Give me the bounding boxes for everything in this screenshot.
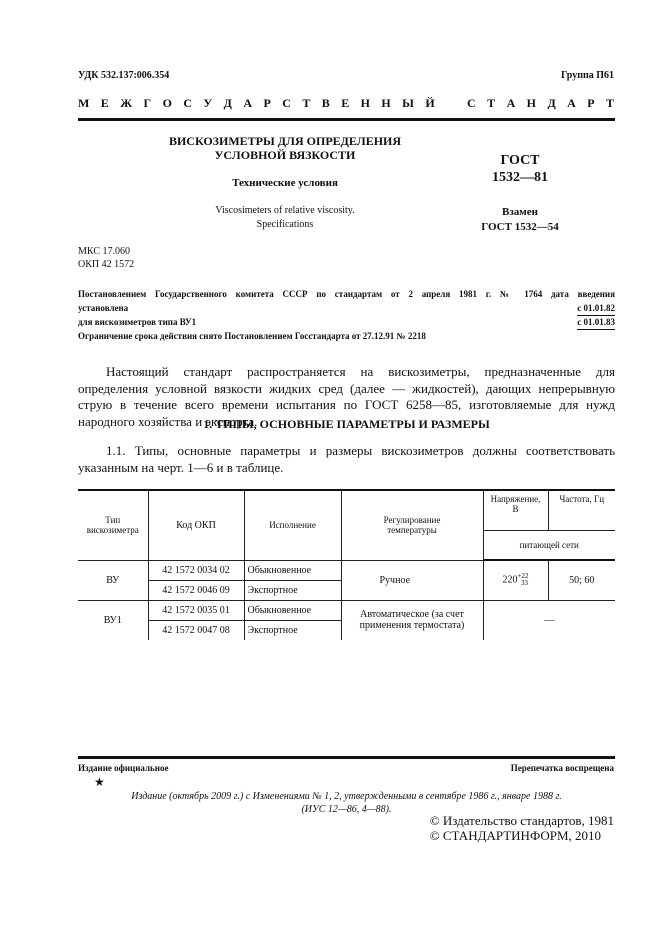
- header-temp: Регулирование температуры: [341, 490, 483, 560]
- cell-version: Обыкновенное: [244, 600, 341, 620]
- cell-okp: 42 1572 0047 08: [148, 620, 244, 640]
- gost-label: ГОСТ: [500, 153, 540, 168]
- cell-temp: Ручное: [341, 560, 483, 600]
- cell-voltage: [483, 560, 548, 600]
- footer-rule: [78, 756, 615, 759]
- copyright-line: © Издательство стандартов, 1981: [429, 813, 614, 828]
- replaces-label: Взамен: [502, 206, 538, 218]
- voltage-value: 220: [502, 574, 518, 586]
- classification-codes: [78, 245, 134, 271]
- udk-code: УДК 532.137:006.354: [78, 70, 170, 81]
- title-line: УСЛОВНОЙ ВЯЗКОСТИ: [214, 148, 356, 162]
- group-code: Группа П61: [561, 70, 614, 81]
- cell-okp: 42 1572 0046 09: [148, 580, 244, 600]
- star-icon: ★: [94, 775, 105, 789]
- intro-date: с 01.01.83: [577, 315, 615, 330]
- edition-line: Издание (октябрь 2009 г.) с Изменениями № 1, 2, утвержденными в сентябре 1986 г., январе 1988 г.: [131, 791, 562, 802]
- english-title-line: Specifications: [256, 219, 314, 230]
- cell-version: Обыкновенное: [244, 560, 341, 580]
- cell-okp: 42 1572 0034 02: [148, 560, 244, 580]
- gost-id: 1532—81: [492, 170, 548, 185]
- cell-okp: 42 1572 0035 01: [148, 600, 244, 620]
- copyright-block: [430, 813, 614, 843]
- cell-version: Экспортное: [244, 580, 341, 600]
- header-version: Исполнение: [244, 490, 341, 560]
- decree-line: Постановлением Государственного комитета СССР по стандартам от 2 апреля 1981 г. № 1764 дата введения: [78, 289, 615, 299]
- table-row: [78, 600, 615, 620]
- official-edition: Издание официальное: [78, 763, 169, 773]
- okp-code: ОКП 42 1572: [78, 259, 135, 270]
- header-voltage: Напряжение, В: [483, 490, 548, 531]
- cell-version: Экспортное: [244, 620, 341, 640]
- reprint-notice: Перепечатка воспрещена: [510, 763, 614, 773]
- edition-line: (ИУС 12—86, 4—88).: [301, 804, 392, 815]
- cell-type: ВУ: [78, 560, 148, 600]
- english-title: [165, 204, 405, 232]
- voltage-plus: +22: [517, 572, 529, 581]
- decree-line: установлена: [78, 303, 129, 313]
- mks-code: МКС 17.060: [78, 246, 130, 257]
- intro-date: с 01.01.82: [577, 301, 615, 316]
- replaces-block: [450, 205, 590, 235]
- voltage-minus: 33: [520, 579, 528, 588]
- banner-title: М Е Ж Г О С У Д А Р С Т В Е Н Н Ы Й С Т А Н Д А Р Т: [78, 96, 615, 110]
- subtitle: Технические условия: [232, 177, 338, 189]
- decree-line: Ограничение срока действия снято Постановлением Госстандарта от 27.12.91 № 2218: [78, 331, 426, 341]
- section-heading: 1. ТИПЫ, ОСНОВНЫЕ ПАРАМЕТРЫ И РАЗМЕРЫ: [203, 417, 490, 431]
- header-rule: [78, 118, 615, 121]
- header-freq: Частота, Гц: [548, 490, 615, 531]
- decree-block: [78, 287, 615, 343]
- cell-type: ВУ1: [78, 600, 148, 640]
- document-title: [165, 134, 405, 162]
- copyright-line: © СТАНДАРТИНФОРМ, 2010: [429, 828, 602, 843]
- header-type: Тип вискозиметра: [78, 490, 148, 560]
- english-title-line: Viscosimeters of relative viscosity.: [215, 205, 355, 216]
- types-table: [78, 489, 615, 640]
- gost-number: [460, 152, 580, 186]
- decree-line: для вискозиметров типа ВУ1: [78, 317, 197, 327]
- header-okp: Код ОКП: [148, 490, 244, 560]
- header-supply: питающей сети: [483, 531, 615, 561]
- clause-1-1: 1.1. Типы, основные параметры и размеры вискозиметров должны соответствовать указанным на черт. 1—6 и в таблице.: [78, 443, 615, 475]
- intro-paragraph: Настоящий стандарт распространяется на вискозиметры, предназначенные для определения условной вязкости жидких сред (далее — жидкостей), дающих непрерывную струю в течение всего времени испытания по ГОСТ 6258—85, изготовляемые для нужд народного хозяйства и экспорта.: [78, 364, 615, 429]
- cell-temp: Автоматическое (за счет применения термостата): [341, 600, 483, 640]
- cell-power: —: [483, 600, 615, 640]
- title-line: ВИСКОЗИМЕТРЫ ДЛЯ ОПРЕДЕЛЕНИЯ: [168, 134, 402, 148]
- cell-freq: 50; 60: [548, 560, 615, 600]
- table-row: [78, 560, 615, 580]
- replaces-standard: ГОСТ 1532—54: [481, 221, 559, 233]
